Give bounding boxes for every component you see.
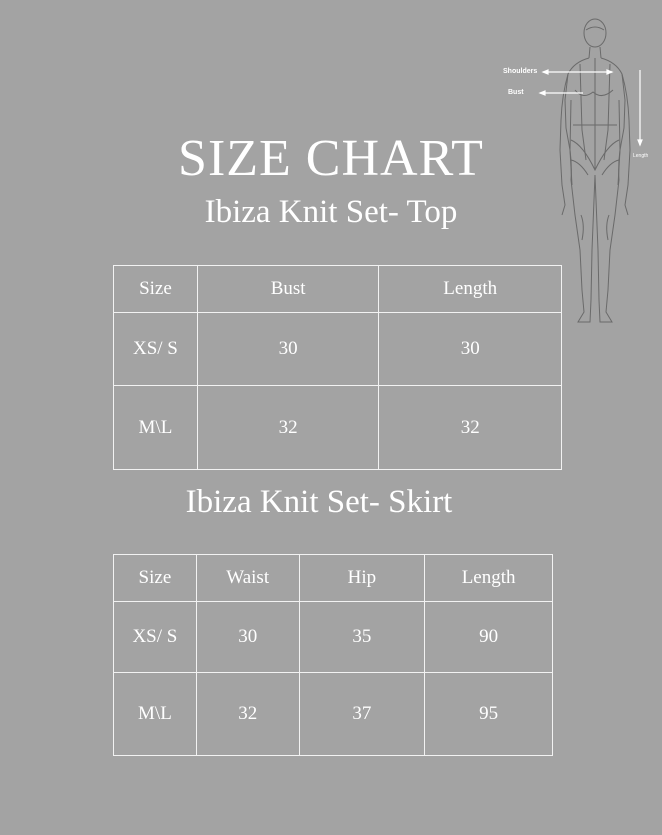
- table-cell: M\L: [114, 386, 198, 470]
- table-row: [114, 673, 553, 756]
- header-cell: Size: [114, 266, 198, 313]
- table-cell: 30: [196, 602, 299, 673]
- top-subtitle: Ibiza Knit Set- Top: [204, 194, 458, 230]
- table-cell: M\L: [114, 673, 197, 756]
- header-cell: Waist: [196, 555, 299, 602]
- skirt-size-table: [113, 554, 553, 756]
- table-cell: 30: [379, 313, 562, 386]
- table-cell: 32: [379, 386, 562, 470]
- skirt-subtitle: Ibiza Knit Set- Skirt: [185, 484, 453, 520]
- table-cell: XS/ S: [114, 313, 198, 386]
- table-row: [114, 313, 562, 386]
- header-cell: Length: [425, 555, 553, 602]
- table-header-row: [114, 555, 553, 602]
- table-row: [114, 602, 553, 673]
- table-header-row: [114, 266, 562, 313]
- table-cell: 32: [196, 673, 299, 756]
- table-cell: 37: [299, 673, 425, 756]
- table-row: [114, 386, 562, 470]
- table-cell: XS/ S: [114, 602, 197, 673]
- header-cell: Bust: [197, 266, 379, 313]
- table-cell: 30: [197, 313, 379, 386]
- table-cell: 32: [197, 386, 379, 470]
- table-cell: 90: [425, 602, 553, 673]
- header-cell: Hip: [299, 555, 425, 602]
- top-size-table: [113, 265, 562, 470]
- table-cell: 35: [299, 602, 425, 673]
- length-label: Length: [633, 153, 649, 159]
- header-cell: Length: [379, 266, 562, 313]
- bust-label: Bust: [508, 89, 524, 96]
- header-cell: Size: [114, 555, 197, 602]
- table-cell: 95: [425, 673, 553, 756]
- shoulders-label: Shoulders: [503, 68, 538, 75]
- page-title: SIZE CHART: [178, 130, 484, 187]
